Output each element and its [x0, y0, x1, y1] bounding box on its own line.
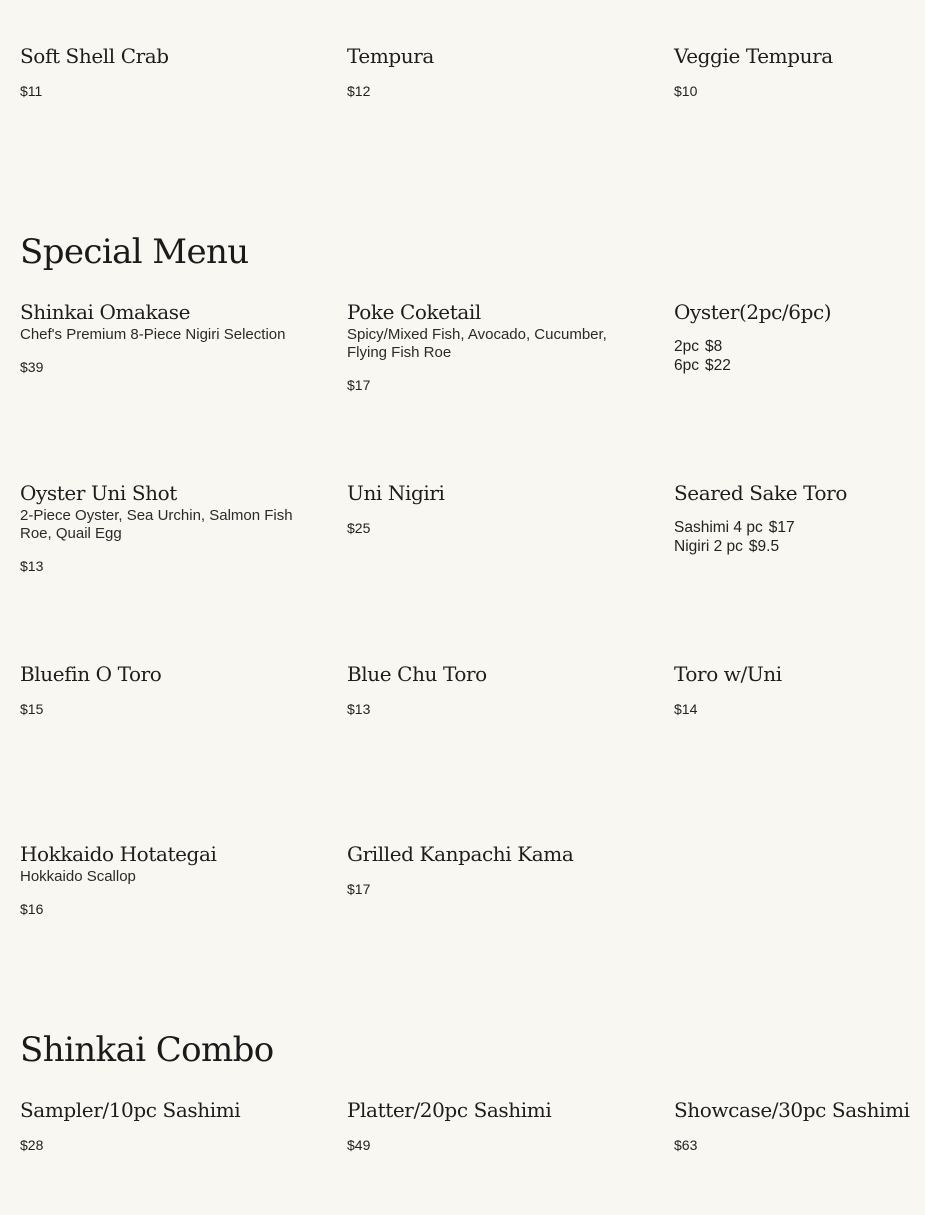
menu-item	[347, 662, 647, 718]
option-label: Nigiri 2 pc	[674, 538, 743, 555]
item-description: Spicy/Mixed Fish, Avocado, Cucumber, Flying Fish Roe	[347, 326, 607, 361]
menu-item	[674, 44, 925, 100]
item-price: $10	[674, 83, 698, 99]
price-option	[674, 337, 925, 356]
item-price: $13	[20, 558, 44, 574]
option-price: $9.5	[748, 538, 780, 555]
item-description: Chef's Premium 8-Piece Nigiri Selection	[20, 326, 286, 343]
price-option	[674, 356, 925, 375]
option-price: $17	[768, 519, 795, 536]
menu-item	[20, 662, 320, 718]
item-name: Oyster(2pc/6pc)	[674, 300, 832, 324]
item-price: $25	[347, 520, 371, 536]
item-price: $14	[674, 701, 698, 717]
item-name: Toro w/Uni	[674, 662, 782, 686]
menu-item	[347, 44, 647, 100]
item-name: Seared Sake Toro	[674, 481, 847, 505]
item-name: Bluefin O Toro	[20, 662, 162, 686]
item-name: Grilled Kanpachi Kama	[347, 842, 574, 866]
menu-item	[347, 481, 647, 537]
item-price: $63	[674, 1137, 698, 1153]
menu-item	[20, 481, 320, 575]
option-price: $22	[705, 357, 731, 374]
section-title-shinkai-combo: Shinkai Combo	[20, 1030, 274, 1070]
item-name: Showcase/30pc Sashimi	[674, 1098, 910, 1122]
menu-item	[347, 1098, 647, 1154]
item-name: Platter/20pc Sashimi	[347, 1098, 552, 1122]
menu-item	[674, 662, 925, 718]
item-name: Soft Shell Crab	[20, 44, 169, 68]
option-label: 2pc	[674, 338, 699, 355]
price-option	[674, 537, 925, 556]
menu-item	[674, 481, 925, 556]
menu-item	[20, 44, 320, 100]
item-name: Tempura	[347, 44, 434, 68]
item-description: Hokkaido Scallop	[20, 868, 136, 885]
item-price: $11	[20, 83, 43, 99]
menu-item	[20, 300, 320, 376]
price-option	[674, 518, 925, 537]
item-price: $17	[347, 377, 371, 393]
item-name: Shinkai Omakase	[20, 300, 191, 324]
item-price: $13	[347, 701, 371, 717]
item-name: Poke Coketail	[347, 300, 481, 324]
item-name: Hokkaido Hotategai	[20, 842, 217, 866]
item-price: $17	[347, 881, 371, 897]
item-name: Sampler/10pc Sashimi	[20, 1098, 241, 1122]
item-price: $39	[20, 359, 44, 375]
item-name: Oyster Uni Shot	[20, 481, 177, 505]
item-price: $15	[20, 701, 44, 717]
item-description: 2-Piece Oyster, Sea Urchin, Salmon Fish Roe, Quail Egg	[20, 507, 293, 542]
option-label: Sashimi 4 pc	[674, 519, 763, 536]
menu-item	[674, 1098, 925, 1154]
menu-item	[674, 300, 925, 375]
menu-item	[20, 842, 320, 918]
menu-item	[347, 842, 647, 898]
item-name: Uni Nigiri	[347, 481, 445, 505]
item-price: $49	[347, 1137, 371, 1153]
option-label: 6pc	[674, 357, 699, 374]
item-price-options	[674, 337, 925, 375]
section-title-special-menu: Special Menu	[20, 232, 249, 272]
item-price: $12	[347, 83, 371, 99]
item-price: $16	[20, 901, 44, 917]
menu-item	[347, 300, 647, 394]
item-price: $28	[20, 1137, 44, 1153]
option-price: $8	[705, 338, 723, 355]
item-price-options	[674, 518, 925, 556]
item-name: Blue Chu Toro	[347, 662, 487, 686]
menu-item	[20, 1098, 320, 1154]
item-name: Veggie Tempura	[674, 44, 833, 68]
